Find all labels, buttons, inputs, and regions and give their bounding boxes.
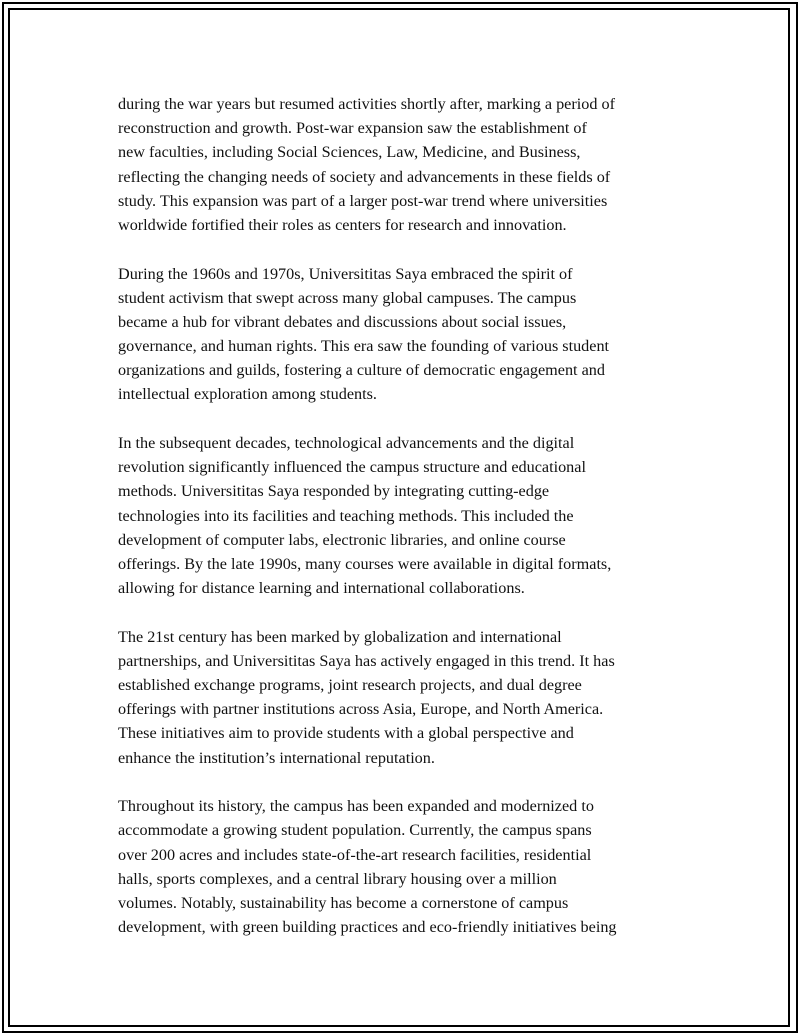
text-line: accommodate a growing student population. Currently, the campus spans <box>118 821 592 840</box>
text-line: halls, sports complexes, and a central library housing over a million <box>118 869 557 888</box>
text-line: over 200 acres and includes state-of-the-art research facilities, residential <box>118 845 592 864</box>
text-line: methods. Universititas Saya responded by integrating cutting-edge <box>118 482 550 501</box>
paragraph-3 <box>118 431 690 600</box>
text-line: revolution significantly influenced the campus structure and educational <box>118 458 586 477</box>
text-line: organizations and guilds, fostering a culture of democratic engagement and <box>118 361 605 380</box>
document-body <box>118 92 690 964</box>
text-line: Throughout its history, the campus has been expanded and modernized to <box>118 797 594 816</box>
text-line: enhance the institution’s international reputation. <box>118 748 435 767</box>
text-line: technologies into its facilities and teaching methods. This included the <box>118 506 574 525</box>
text-line: worldwide fortified their roles as centers for research and innovation. <box>118 215 567 234</box>
text-line: The 21st century has been marked by globalization and international <box>118 627 562 646</box>
text-line: These initiatives aim to provide students with a global perspective and <box>118 724 574 743</box>
paragraph-4 <box>118 625 690 770</box>
text-line: During the 1960s and 1970s, Universititas Saya embraced the spirit of <box>118 264 573 283</box>
paragraph-5 <box>118 794 690 939</box>
text-line: became a hub for vibrant debates and discussions about social issues, <box>118 312 567 331</box>
text-line: development of computer labs, electronic libraries, and online course <box>118 530 566 549</box>
text-line: reconstruction and growth. Post-war expansion saw the establishment of <box>118 119 587 138</box>
paragraph-1 <box>118 92 690 237</box>
paragraph-2 <box>118 262 690 407</box>
text-line: intellectual exploration among students. <box>118 385 377 404</box>
text-line: during the war years but resumed activities shortly after, marking a period of <box>118 95 615 113</box>
text-line: development, with green building practices and eco-friendly initiatives being <box>118 918 617 937</box>
text-line: allowing for distance learning and international collaborations. <box>118 579 525 598</box>
text-line: governance, and human rights. This era saw the founding of various student <box>118 337 610 356</box>
text-line: In the subsequent decades, technological advancements and the digital <box>118 434 575 453</box>
text-line: student activism that swept across many global campuses. The campus <box>118 288 577 307</box>
text-line: partnerships, and Universititas Saya has actively engaged in this trend. It has <box>118 651 615 670</box>
text-line: offerings with partner institutions across Asia, Europe, and North America. <box>118 700 604 719</box>
text-line: new faculties, including Social Sciences, Law, Medicine, and Business, <box>118 143 581 162</box>
text-line: established exchange programs, joint research projects, and dual degree <box>118 676 582 695</box>
text-line: offerings. By the late 1990s, many courses were available in digital formats, <box>118 554 612 573</box>
text-line: volumes. Notably, sustainability has become a cornerstone of campus <box>118 894 569 912</box>
text-line: reflecting the changing needs of society and advancements in these fields of <box>118 167 611 186</box>
text-line: study. This expansion was part of a larger post-war trend where universities <box>118 191 608 210</box>
